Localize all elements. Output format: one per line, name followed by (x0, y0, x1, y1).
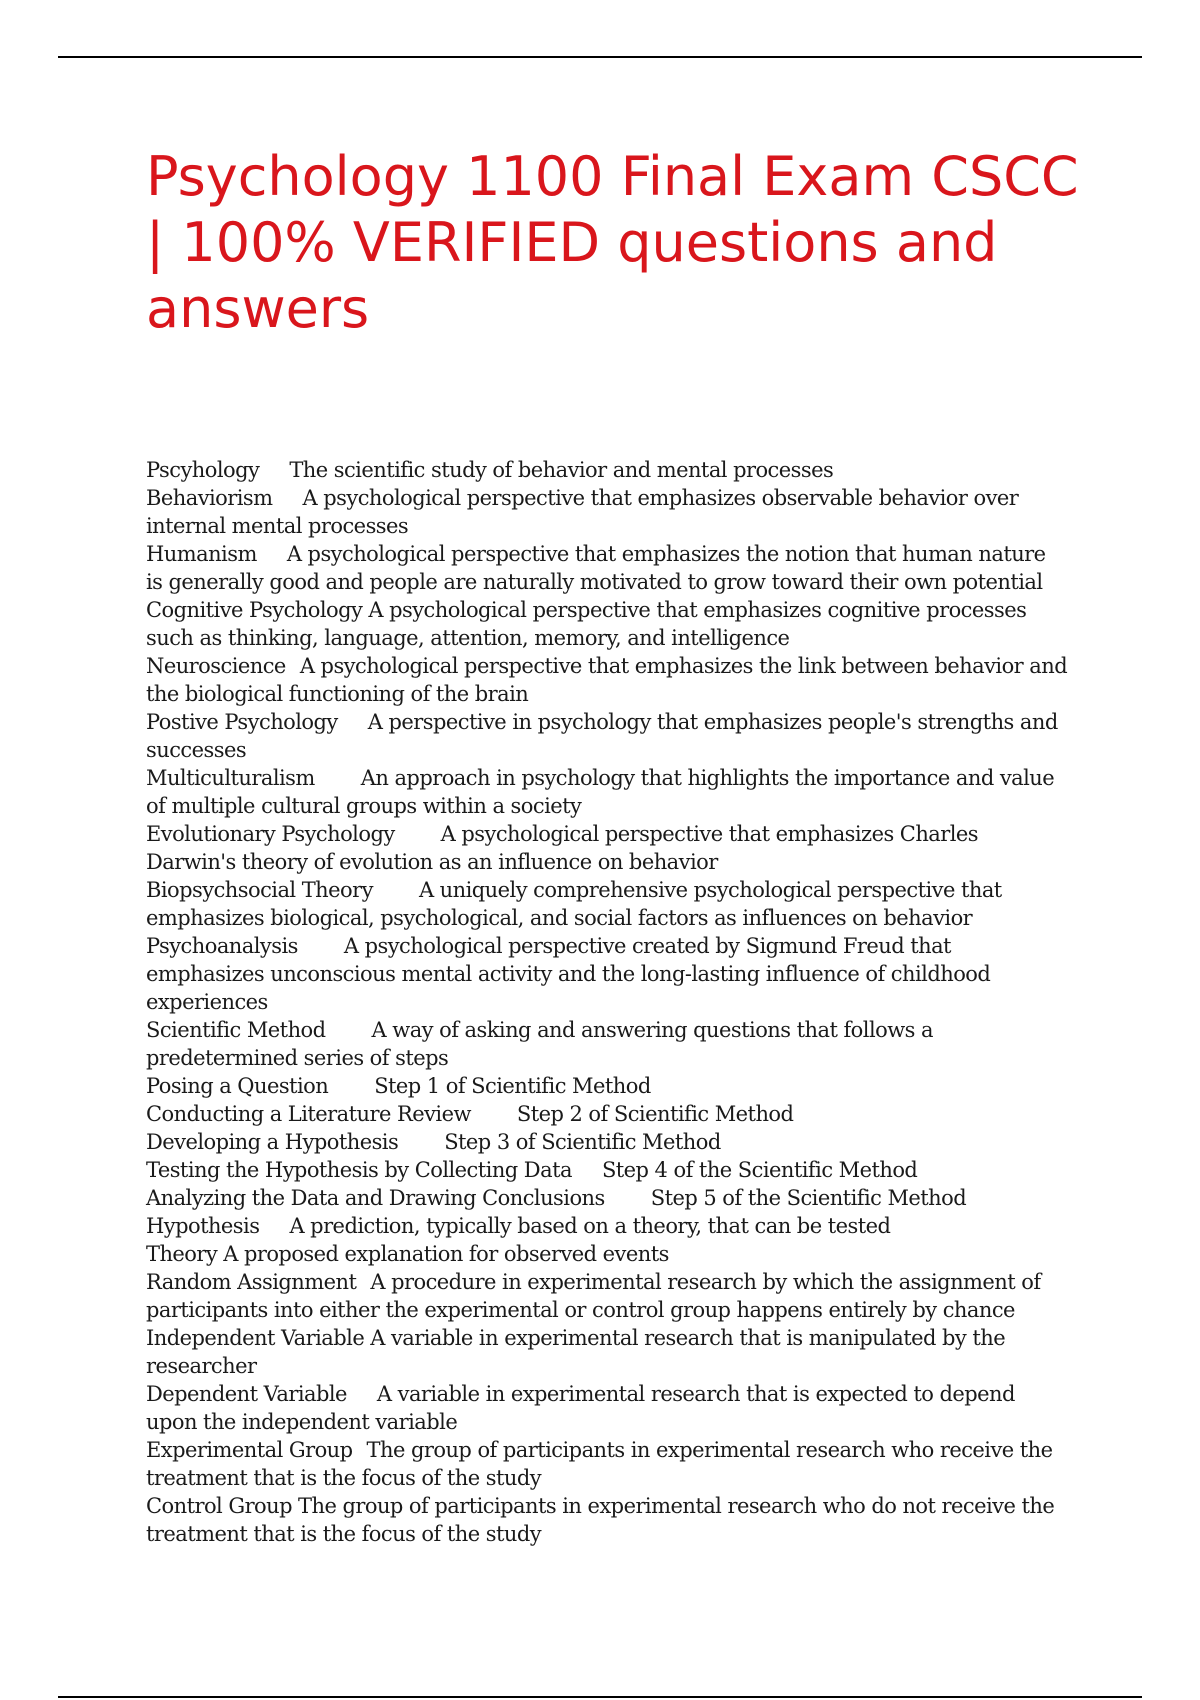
glossary-entry (146, 1128, 1068, 1156)
definition: Step 2 of Scientific Method (516, 1102, 794, 1126)
glossary-entry (146, 540, 1068, 596)
document-title: Psychology 1100 Final Exam CSCC | 100% VERIFIED questions and answers (146, 145, 1079, 340)
definition: A way of asking and answering questions that follows a predetermined series of steps (146, 1018, 933, 1070)
definition: A psychological perspective that emphasizes the link between behavior and the biological functioning of the brain (146, 654, 1068, 706)
term: Cognitive Psychology (146, 598, 363, 622)
definition: The scientific study of behavior and mental processes (289, 458, 834, 482)
definition: Step 1 of Scientific Method (374, 1074, 651, 1098)
term: Conducting a Literature Review (146, 1102, 471, 1126)
term: Biopsychsocial Theory (146, 878, 373, 902)
definition: The group of participants in experimental research who receive the treatment that is the focus of the study (146, 1438, 1053, 1490)
glossary-entry (146, 1268, 1068, 1324)
glossary-entry (146, 456, 1068, 484)
definition: A psychological perspective that emphasizes cognitive processes such as thinking, language, attention, memory, and intelligence (146, 598, 1027, 650)
term: Psychoanalysis (146, 934, 298, 958)
glossary-entry (146, 1212, 1068, 1240)
term: Dependent Variable (146, 1382, 347, 1406)
term: Evolutionary Psychology (146, 822, 395, 846)
term: Pscyhology (146, 458, 260, 482)
bottom-rule (58, 1696, 1142, 1698)
term: Analyzing the Data and Drawing Conclusions (146, 1186, 605, 1210)
definition: Step 5 of the Scientific Method (650, 1186, 967, 1210)
term: Theory (146, 1242, 218, 1266)
glossary-entry (146, 1436, 1068, 1492)
definition: A perspective in psychology that emphasizes people's strengths and successes (146, 710, 1058, 762)
definition: Step 4 of the Scientific Method (601, 1158, 918, 1182)
term: Postive Psychology (146, 710, 338, 734)
term: Scientific Method (146, 1018, 326, 1042)
glossary-entry (146, 1240, 1068, 1268)
glossary-list (146, 456, 1068, 1548)
term: Developing a Hypothesis (146, 1130, 399, 1154)
term: Testing the Hypothesis by Collecting Data (146, 1158, 572, 1182)
term: Random Assignment (146, 1270, 357, 1294)
glossary-entry (146, 1156, 1068, 1184)
glossary-entry (146, 1324, 1068, 1380)
term: Independent Variable (146, 1326, 365, 1350)
term: Neuroscience (146, 654, 286, 678)
glossary-entry (146, 1184, 1068, 1212)
definition: A psychological perspective created by Sigmund Freud that emphasizes unconscious mental activity and the long-lasting influence of childhood experiences (146, 934, 991, 1014)
glossary-entry (146, 652, 1068, 708)
definition: The group of participants in experimental research who do not receive the treatment that is the focus of the study (146, 1494, 1055, 1546)
term: Posing a Question (146, 1074, 329, 1098)
glossary-entry (146, 820, 1068, 876)
glossary-entry (146, 1016, 1068, 1072)
definition: A psychological perspective that emphasizes Charles Darwin's theory of evolution as an influence on behavior (146, 822, 979, 874)
definition: Step 3 of Scientific Method (444, 1130, 721, 1154)
glossary-entry (146, 596, 1068, 652)
definition: A psychological perspective that emphasizes observable behavior over internal mental processes (146, 486, 1019, 538)
glossary-entry (146, 764, 1068, 820)
term: Control Group (146, 1494, 293, 1518)
glossary-entry (146, 484, 1068, 540)
glossary-entry (146, 1492, 1068, 1548)
definition: A uniquely comprehensive psychological perspective that emphasizes biological, psychological, and social factors as influences on behavior (146, 878, 1002, 930)
top-rule (58, 56, 1142, 58)
term: Humanism (146, 542, 257, 566)
definition: A prediction, typically based on a theory, that can be tested (289, 1214, 891, 1238)
definition: A variable in experimental research that is expected to depend upon the independent variable (146, 1382, 1015, 1434)
glossary-entry (146, 708, 1068, 764)
glossary-entry (146, 932, 1068, 1016)
definition: A proposed explanation for observed events (223, 1242, 669, 1266)
term: Hypothesis (146, 1214, 260, 1238)
definition: A psychological perspective that emphasizes the notion that human nature is generally good and people are naturally motivated to grow toward their own potential (146, 542, 1046, 594)
glossary-entry (146, 876, 1068, 932)
term: Experimental Group (146, 1438, 353, 1462)
definition: A procedure in experimental research by which the assignment of participants into either the experimental or control group happens entirely by chance (146, 1270, 1041, 1322)
glossary-entry (146, 1072, 1068, 1100)
definition: A variable in experimental research that is manipulated by the researcher (146, 1326, 1006, 1378)
glossary-entry (146, 1380, 1068, 1436)
term: Multiculturalism (146, 766, 315, 790)
term: Behaviorism (146, 486, 273, 510)
definition: An approach in psychology that highlights the importance and value of multiple cultural groups within a society (146, 766, 1055, 818)
glossary-entry (146, 1100, 1068, 1128)
